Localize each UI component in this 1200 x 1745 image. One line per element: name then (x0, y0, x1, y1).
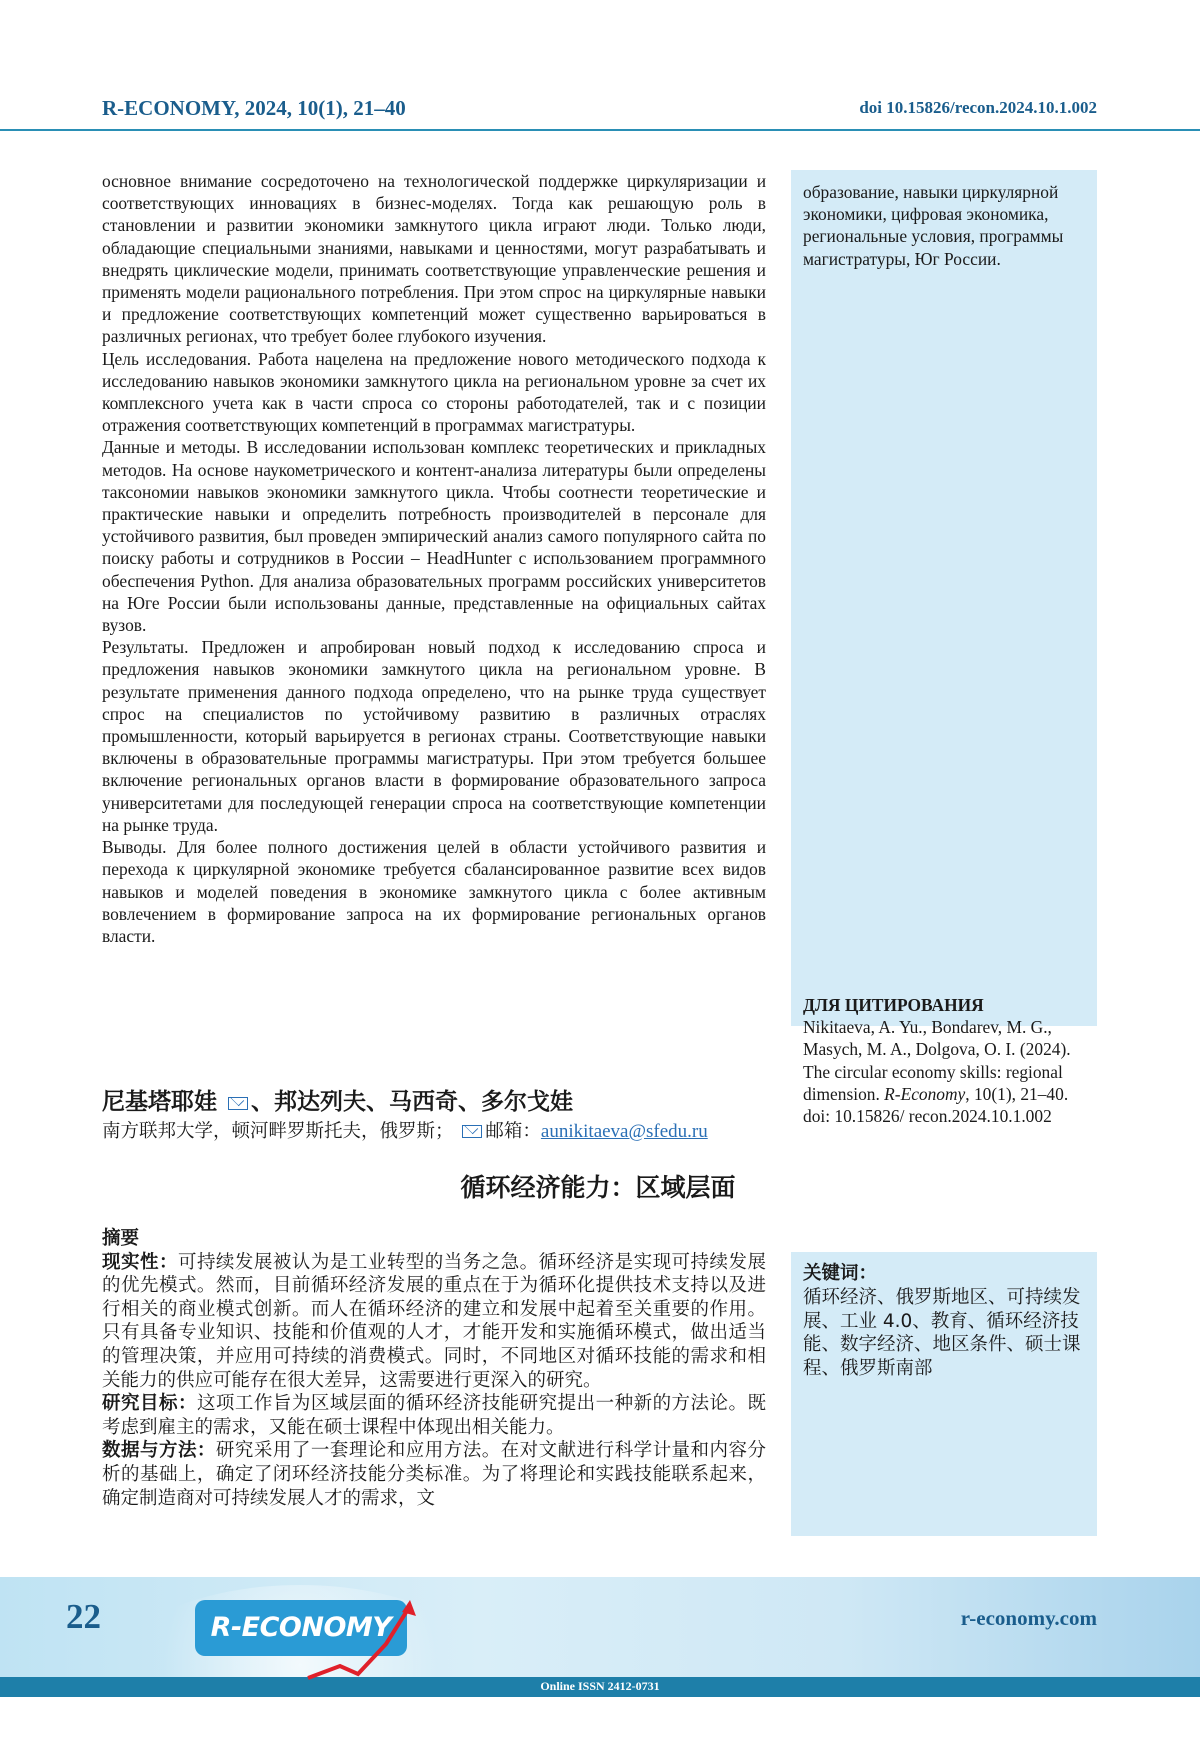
ru-paragraph-relevance: основное внимание сосредоточено на технологической поддержке цирку­ляризации и соответствующих инновациях в бизнес-моделях. Тогда как решающую роль в становлении и развитии экономики замкнутого цикла играют люди. Только люди, обладающие специальными знаниями, навы­ками и ценностями, могут разрабатывать и внедрять циклические модели, принимать соответствующие управленческие решения и применять моде­ли рационального потребления. При этом спрос на циркулярные навыки и предложение соответствующих компетенций может существенно варьи­роваться в различных регионах, что требует более глубокого изучения. (102, 170, 766, 348)
doi: doi 10.15826/recon.2024.10.1.002 (859, 98, 1097, 118)
ru-paragraph-conclusions: Выводы. Для более полного достижения целей в области устойчивого раз­вития и перехода к циркулярной экономике требуется сбалансированное развитие всех видов навыков и моделей поведения в экономике замкну­того цикла с более активным вовлечением в формирование запроса на их формирование региональных органов власти. (102, 836, 766, 947)
citation-journal: R-Economy (884, 1084, 965, 1104)
sidebar-ru (791, 170, 1097, 1026)
journal-logo: R-ECONOMY (195, 1600, 407, 1656)
cn-keywords: 循环经济、俄罗斯地区、可持续发展、工业 4.0、教育、循环经济技能、数字经济、地区条件、硕士课程、俄罗斯南部 (803, 1287, 1081, 1379)
cn-paragraph-data: 数据与方法：研究采用了一套理论和应用方法。在对文献进行科学计量和内容分析的基础上，确定了闭环经济技能分类标准。为了将理论和实践技能联系起来，确定制造商对可持续发展人才的需求，文 (102, 1439, 766, 1510)
cn-title: 循环经济能力：区域层面 (0, 1168, 1200, 1204)
citation-tail: , 10(1), 21–40. doi: 10.15826/ recon.2024.10.1.002 (803, 1084, 1068, 1126)
ru-paragraph-data: Данные и методы. В исследовании использован комплекс теоретических и прикладных методов. На основе наукометрического и контент-анали­за литературы были определены таксономии навыков экономики зам­кнутого цикла. Чтобы соотнести теоретические и практические навыки и определить потребность производителей в персонале для устойчивого развития, был проведен эмпирический анализ самого популярного сай­та по поиску работы и сотрудников в России – HeadHunter с использова­нием программного обеспечения Python. Для анализа образовательных программ российских университетов на Юге России были использованы данные, представленные на официальных сайтах вузов. (102, 436, 766, 636)
cn-affiliation (102, 1117, 708, 1143)
cn-email-label: 邮箱： (485, 1121, 541, 1142)
page-number: 22 (66, 1597, 101, 1637)
journal-reference: R-ECONOMY, 2024, 10(1), 21–40 (102, 96, 406, 121)
header-divider (0, 129, 1200, 131)
sidebar-cn (791, 1252, 1097, 1536)
email-link[interactable]: aunikitaeva@sfedu.ru (541, 1121, 708, 1142)
cn-keywords-label: 关键词： (803, 1262, 1088, 1286)
cn-aim-label: 研究目标： (102, 1393, 197, 1414)
cn-paragraph-aim: 研究目标：这项工作旨为区域层面的循环经济技能研究提出一种新的方法论。既考虑到雇主的需求，又能在硕士课程中体现出相关能力。 (102, 1392, 766, 1439)
issn: Online ISSN 2412-0731 (0, 1679, 1200, 1694)
ru-paragraph-results: Результаты. Предложен и апробирован новый подход к исследованию спроса и предложения навыков экономики замкнутого цикла на регио­нальном уровне. В результате применения данного подхода определено, что на рынке труда существует спрос на специалистов по устойчивому развитию в различных отраслях промышленности, который варьируется в регионах страны. Соответствующие навыки включены в образователь­ные программы магистратуры. При этом требуется большее включение региональных органов власти в формирование образовательного запро­са университетами для последующей генерации спроса на соответствую­щие компетенции на рынке труда. (102, 636, 766, 836)
cn-relevance-label: 现实性： (102, 1252, 178, 1273)
ru-keywords-tail: образование, навыки циркулярной экономики, цифровая экономика, региональные условия, программы магистратуры, Юг России. (803, 181, 1083, 270)
citation-heading: ДЛЯ ЦИТИРОВАНИЯ (803, 994, 1088, 1016)
chart-arrow-icon (300, 1596, 420, 1686)
cn-abstract-heading: 摘要 (102, 1227, 766, 1251)
russian-abstract (102, 170, 766, 947)
cn-data-label: 数据与方法： (102, 1440, 216, 1461)
envelope-icon (462, 1125, 482, 1138)
envelope-icon (228, 1097, 248, 1110)
cn-author-first: 尼基塔耶娃 (102, 1089, 217, 1115)
cn-abstract (102, 1227, 766, 1510)
cn-authors (102, 1083, 573, 1116)
website-link[interactable]: r-economy.com (961, 1606, 1097, 1631)
citation-text: Nikitaeva, A. Yu., Bondarev, M. G., Masych, M. A., Dolgova, O. I. (2024). The circular economy skills: regional dimension. (803, 1017, 1071, 1104)
citation-block (803, 994, 1088, 1127)
cn-affiliation-text: 南方联邦大学，顿河畔罗斯托夫，俄罗斯； (102, 1121, 454, 1142)
cn-paragraph-relevance: 现实性：可持续发展被认为是工业转型的当务之急。循环经济是实现可持续发展的优先模式。然而，目前循环经济发展的重点在于为循环化提供技术支持以及进行相关的商业模式创新。而人在循环经济的建立和发展中起着至关重要的作用。只有具备专业知识、技能和价值观的人才，才能开发和实施循环模式，做出适当的管理决策，并应用可持续的消费模式。同时，不同地区对循环技能的需求和相关能力的供应可能存在很大差异，这需要进行更深入的研究。 (102, 1251, 766, 1393)
ru-paragraph-aim: Цель исследования. Работа нацелена на предложение нового методиче­ского подхода к исследованию навыков экономики замкнутого цикла на региональном уровне за счет их комплексного учета как в части спроса со стороны работодателей, так и с позиции отражения соответствующих компетенций в программах магистратуры. (102, 348, 766, 437)
cn-authors-rest: 、邦达列夫、马西奇、多尔戈娃 (251, 1089, 573, 1115)
